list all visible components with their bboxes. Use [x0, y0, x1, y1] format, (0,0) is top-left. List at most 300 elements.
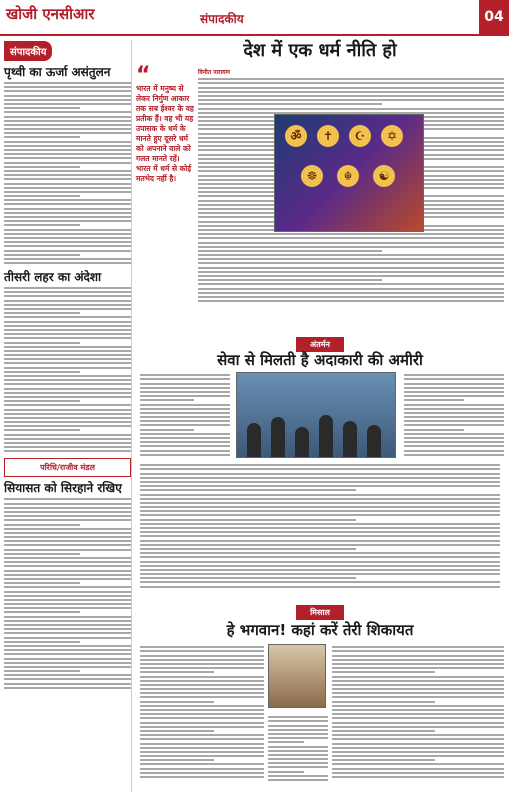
text-line — [332, 772, 504, 774]
text-line — [4, 553, 80, 555]
text-line — [4, 99, 131, 101]
text-line — [140, 561, 500, 563]
text-line — [4, 287, 131, 289]
section-tag-3: मिसाल — [296, 605, 344, 620]
text-line — [332, 743, 504, 745]
text-line — [404, 387, 504, 389]
text-line — [404, 383, 504, 385]
text-line — [4, 446, 131, 448]
text-line — [4, 404, 131, 406]
text-line — [4, 346, 131, 348]
text-line — [140, 772, 264, 774]
text-line — [4, 149, 131, 151]
text-line — [4, 515, 131, 517]
story-2-body-right — [404, 372, 504, 458]
text-line — [198, 78, 504, 80]
text-line — [332, 696, 504, 698]
text-line — [4, 312, 80, 314]
text-line — [4, 241, 131, 243]
text-line — [140, 730, 214, 732]
text-line — [4, 561, 131, 563]
text-line — [140, 688, 264, 690]
text-line — [4, 624, 131, 626]
page-header — [0, 0, 509, 36]
text-line — [4, 653, 131, 655]
text-line — [268, 737, 328, 739]
text-line — [140, 701, 214, 703]
text-line — [140, 424, 230, 426]
text-line — [4, 350, 131, 352]
text-line — [140, 433, 230, 435]
text-line — [4, 220, 131, 222]
text-line — [4, 342, 80, 344]
khanda-icon: ☬ — [337, 165, 359, 187]
text-line — [4, 540, 131, 542]
text-line — [268, 750, 328, 752]
crowd-image — [236, 372, 396, 458]
text-line — [4, 86, 131, 88]
text-line — [4, 392, 131, 394]
text-line — [4, 544, 131, 546]
text-line — [404, 395, 504, 397]
text-line — [140, 722, 264, 724]
text-line — [140, 494, 500, 496]
text-line — [4, 295, 131, 297]
person-shape — [319, 415, 333, 457]
text-line — [4, 658, 131, 660]
text-line — [198, 283, 504, 285]
text-line — [198, 279, 382, 281]
text-line — [4, 570, 131, 572]
text-line — [198, 87, 504, 89]
text-line — [4, 191, 131, 193]
text-line — [198, 292, 504, 294]
text-line — [332, 646, 504, 648]
text-line — [4, 145, 131, 147]
text-line — [4, 620, 131, 622]
text-line — [140, 420, 230, 422]
text-line — [198, 99, 504, 101]
text-line — [4, 195, 80, 197]
text-line — [140, 540, 500, 542]
text-line — [4, 132, 131, 134]
text-line — [140, 374, 230, 376]
text-line — [268, 733, 328, 735]
text-line — [4, 557, 131, 559]
text-line — [198, 250, 382, 252]
text-line — [140, 751, 264, 753]
text-line — [268, 775, 328, 777]
column-box — [4, 458, 131, 477]
story-2-body-left — [140, 372, 230, 458]
text-line — [140, 655, 264, 657]
text-line — [4, 333, 131, 335]
text-line — [4, 595, 131, 597]
text-line — [4, 304, 131, 306]
text-line — [140, 383, 230, 385]
text-line — [332, 747, 504, 749]
text-line — [4, 153, 131, 155]
text-line — [140, 552, 500, 554]
text-line — [140, 502, 500, 504]
text-line — [140, 464, 500, 466]
text-line — [4, 582, 80, 584]
text-line — [140, 763, 264, 765]
text-line — [4, 645, 131, 647]
text-line — [140, 481, 500, 483]
text-line — [140, 705, 264, 707]
text-line — [404, 441, 504, 443]
text-line — [4, 128, 131, 130]
text-line — [404, 391, 504, 393]
story-3-body-mid — [268, 714, 328, 783]
text-line — [332, 671, 435, 673]
text-line — [198, 267, 504, 269]
text-line — [332, 738, 504, 740]
text-line — [140, 680, 264, 682]
text-line — [4, 528, 131, 530]
text-line — [4, 162, 131, 164]
text-line — [4, 103, 131, 105]
text-line — [404, 450, 504, 452]
text-line — [140, 726, 264, 728]
text-line — [404, 429, 464, 431]
text-line — [332, 763, 504, 765]
text-line — [140, 510, 500, 512]
text-line — [268, 716, 328, 718]
text-line — [4, 409, 131, 411]
text-line — [198, 300, 504, 302]
text-line — [4, 95, 131, 97]
text-line — [4, 400, 80, 402]
section-band-2 — [136, 332, 504, 349]
text-line — [4, 329, 131, 331]
text-line — [4, 124, 131, 126]
text-line — [140, 429, 194, 431]
text-line — [332, 709, 504, 711]
text-line — [4, 425, 131, 427]
text-line — [140, 692, 264, 694]
text-line — [4, 574, 131, 576]
text-line — [4, 166, 80, 168]
text-line — [140, 573, 500, 575]
text-line — [198, 237, 504, 239]
section-tag-2: अंतर्मन — [296, 337, 344, 352]
text-line — [4, 233, 131, 235]
section-band-3 — [136, 600, 504, 617]
text-line — [332, 734, 504, 736]
text-line — [4, 337, 131, 339]
text-line — [4, 524, 80, 526]
text-line — [268, 741, 304, 743]
text-line — [4, 678, 131, 680]
text-line — [404, 433, 504, 435]
story-title-2: तीसरी लहर का अंदेशा — [4, 270, 102, 285]
text-line — [140, 437, 230, 439]
text-line — [4, 434, 131, 436]
text-line — [4, 174, 131, 176]
story-body-1 — [4, 82, 131, 264]
text-line — [140, 646, 264, 648]
text-line — [4, 82, 131, 84]
text-line — [404, 420, 504, 422]
text-line — [4, 670, 80, 672]
story-2-body-bottom — [140, 462, 500, 590]
text-line — [332, 659, 504, 661]
text-line — [198, 108, 504, 110]
text-line — [4, 429, 80, 431]
text-line — [4, 157, 131, 159]
text-line — [268, 762, 328, 764]
text-line — [4, 450, 131, 452]
text-line — [4, 116, 131, 118]
text-line — [140, 709, 264, 711]
text-line — [198, 288, 504, 290]
text-line — [4, 325, 131, 327]
text-line — [140, 548, 356, 550]
text-line — [198, 258, 504, 260]
text-line — [140, 663, 264, 665]
text-line — [140, 391, 230, 393]
text-line — [4, 358, 131, 360]
text-line — [140, 519, 356, 521]
text-line — [4, 637, 131, 639]
text-line — [4, 565, 131, 567]
text-line — [4, 245, 131, 247]
text-line — [404, 399, 464, 401]
text-line — [140, 506, 500, 508]
text-line — [140, 586, 500, 588]
story-2-headline: सेवा से मिलती है अदाकारी की अमीरी — [217, 351, 423, 369]
text-line — [332, 655, 504, 657]
text-line — [4, 262, 131, 264]
text-line — [4, 442, 131, 444]
text-line — [140, 408, 230, 410]
story-body-3 — [4, 498, 131, 688]
text-line — [140, 556, 500, 558]
person-shape — [295, 427, 309, 457]
text-line — [198, 275, 504, 277]
text-line — [268, 754, 328, 756]
text-line — [4, 628, 131, 630]
text-line — [140, 399, 194, 401]
text-line — [404, 424, 504, 426]
text-line — [140, 696, 264, 698]
text-line — [140, 523, 500, 525]
text-line — [404, 374, 504, 376]
text-line — [404, 408, 504, 410]
text-line — [198, 246, 504, 248]
text-line — [4, 254, 80, 256]
text-line — [268, 771, 304, 773]
text-line — [4, 250, 131, 252]
text-line — [4, 321, 131, 323]
story-3-body-right — [332, 644, 504, 780]
person-shape — [343, 421, 357, 457]
text-line — [4, 141, 131, 143]
text-line — [404, 445, 504, 447]
text-line — [4, 371, 80, 373]
text-line — [4, 438, 131, 440]
text-line — [4, 503, 131, 505]
text-line — [332, 692, 504, 694]
text-line — [140, 468, 500, 470]
text-line — [332, 650, 504, 652]
text-line — [140, 759, 214, 761]
text-line — [268, 729, 328, 731]
text-line — [140, 445, 230, 447]
text-line — [268, 725, 328, 727]
text-line — [140, 441, 230, 443]
text-line — [140, 717, 264, 719]
text-line — [140, 734, 264, 736]
text-line — [140, 477, 500, 479]
text-line — [4, 208, 131, 210]
text-line — [4, 611, 80, 613]
text-line — [4, 507, 131, 509]
text-line — [198, 271, 504, 273]
text-line — [4, 183, 131, 185]
text-line — [4, 599, 131, 601]
text-line — [140, 404, 230, 406]
text-line — [268, 746, 328, 748]
text-line — [4, 578, 131, 580]
pullquote: भारत में मनुष्य से लेकर निर्गुण आकार तक सब ईश्वर के वह प्रतीक हैं। वह भी यह उपासक के धर्म के मानते हुए दूसरे धर्म को अपनाने वाले को गलत मानते रहें। भारत में धर्म से कोई मतभेद नहीं है। — [136, 84, 194, 183]
text-line — [140, 535, 500, 537]
text-line — [4, 586, 131, 588]
story-3-body-left — [140, 644, 264, 780]
text-line — [140, 581, 500, 583]
text-line — [140, 577, 356, 579]
text-line — [4, 591, 131, 593]
text-line — [332, 722, 504, 724]
text-line — [332, 776, 504, 778]
text-line — [140, 544, 500, 546]
text-line — [4, 532, 131, 534]
text-line — [332, 701, 435, 703]
text-line — [4, 683, 131, 685]
text-line — [4, 666, 131, 668]
text-line — [4, 300, 131, 302]
text-line — [268, 720, 328, 722]
text-line — [4, 687, 131, 689]
text-line — [4, 362, 131, 364]
om-icon: ॐ — [285, 125, 307, 147]
text-line — [4, 641, 80, 643]
text-line — [404, 378, 504, 380]
text-line — [4, 375, 131, 377]
text-line — [140, 713, 264, 715]
text-line — [4, 421, 131, 423]
text-line — [404, 454, 504, 456]
text-line — [4, 388, 131, 390]
text-line — [4, 203, 131, 205]
person-shape — [271, 417, 285, 457]
box-label: परिधि/राजीव मंडल — [40, 463, 95, 473]
text-line — [140, 738, 264, 740]
text-line — [140, 747, 264, 749]
text-line — [140, 454, 230, 456]
text-line — [4, 674, 131, 676]
text-line — [4, 178, 131, 180]
text-line — [268, 766, 328, 768]
wheel-icon: ☸ — [301, 165, 323, 187]
text-line — [4, 632, 131, 634]
text-line — [4, 616, 131, 618]
story-body-2 — [4, 287, 131, 452]
main-article — [136, 40, 504, 183]
text-line — [4, 316, 131, 318]
text-line — [140, 565, 500, 567]
text-line — [332, 751, 504, 753]
text-line — [4, 258, 131, 260]
text-line — [4, 308, 131, 310]
text-line — [140, 676, 264, 678]
text-line — [4, 367, 131, 369]
text-line — [140, 527, 500, 529]
star-icon: ✡ — [381, 125, 403, 147]
text-line — [4, 354, 131, 356]
text-line — [4, 136, 80, 138]
story-3-headline: हे भगवान! कहां करें तेरी शिकायत — [226, 621, 414, 639]
text-line — [4, 519, 131, 521]
text-line — [4, 111, 131, 113]
text-line — [4, 549, 131, 551]
text-line — [4, 216, 131, 218]
text-line — [140, 416, 230, 418]
text-line — [198, 82, 504, 84]
text-line — [4, 413, 131, 415]
yin-yang-icon: ☯ — [373, 165, 395, 187]
text-line — [140, 569, 500, 571]
text-line — [140, 650, 264, 652]
text-line — [140, 489, 356, 491]
text-line — [4, 417, 131, 419]
text-line — [4, 511, 131, 513]
text-line — [4, 187, 131, 189]
person-shape — [247, 423, 261, 457]
text-line — [140, 514, 500, 516]
text-line — [4, 90, 131, 92]
text-line — [332, 726, 504, 728]
page-number: 04 — [479, 0, 509, 34]
quote-mark-icon: “ — [136, 63, 151, 88]
text-line — [140, 378, 230, 380]
text-line — [332, 730, 435, 732]
text-line — [4, 649, 131, 651]
text-line — [140, 659, 264, 661]
text-line — [332, 705, 504, 707]
text-line — [4, 120, 131, 122]
text-line — [140, 671, 214, 673]
text-line — [4, 199, 131, 201]
text-line — [140, 498, 500, 500]
text-line — [4, 603, 131, 605]
text-line — [4, 237, 131, 239]
text-line — [140, 473, 500, 475]
cross-icon: ✝ — [317, 125, 339, 147]
text-line — [332, 667, 504, 669]
text-line — [198, 233, 504, 235]
text-line — [198, 296, 504, 298]
text-line — [140, 395, 230, 397]
text-line — [4, 379, 131, 381]
text-line — [140, 531, 500, 533]
text-line — [404, 404, 504, 406]
text-line — [140, 387, 230, 389]
story-title-1: पृथ्वी का ऊर्जा असंतुलन — [4, 65, 111, 79]
text-line — [140, 755, 264, 757]
